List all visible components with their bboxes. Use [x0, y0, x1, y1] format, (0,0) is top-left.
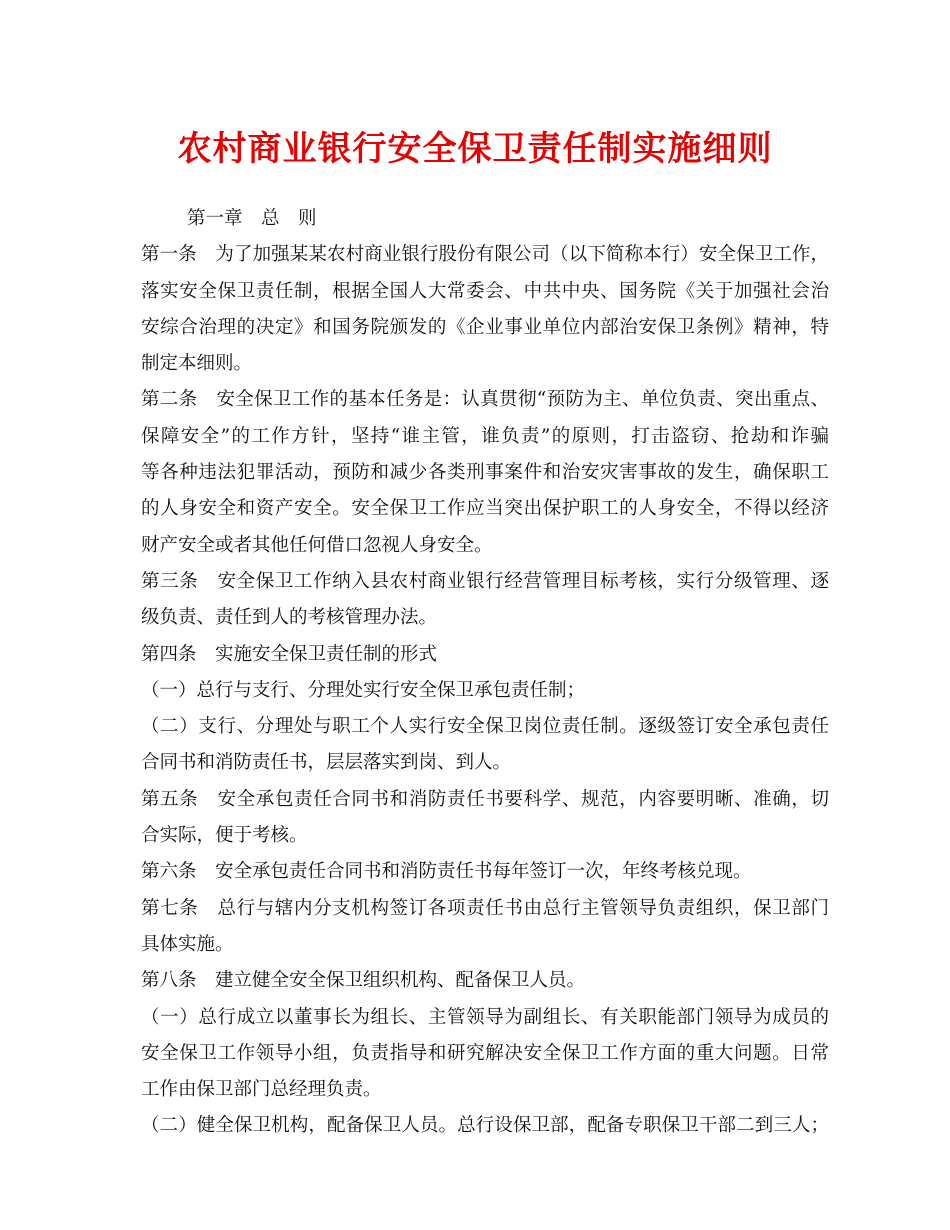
body-line: 安综合治理的决定》和国务院颁发的《企业事业单位内部治安保卫条例》精神，特 [141, 316, 829, 338]
body-line: （二）健全保卫机构，配备保卫人员。总行设保卫部，配备专职保卫干部二到三人； [141, 1115, 829, 1137]
body-line: 具体实施。 [141, 933, 234, 955]
body-line: 第二条 安全保卫工作的基本任务是：认真贯彻“预防为主、单位负责、突出重点、 [141, 389, 829, 411]
body-line: 第五条 安全承包责任合同书和消防责任书要科学、规范，内容要明晰、准确，切 [141, 788, 829, 810]
body-line: （二）支行、分理处与职工个人实行安全保卫岗位责任制。逐级签订安全承包责任 [141, 716, 829, 738]
body-line: 等各种违法犯罪活动，预防和减少各类刑事案件和治安灾害事故的发生，确保职工 [141, 462, 829, 484]
body-line: 制定本细则。 [141, 353, 253, 375]
body-line: 合同书和消防责任书，层层落实到岗、到人。 [141, 752, 512, 774]
body-line: 财产安全或者其他任何借口忽视人身安全。 [141, 534, 493, 556]
body-line: 合实际，便于考核。 [141, 825, 308, 847]
body-line: 的人身安全和资产安全。安全保卫工作应当突出保护职工的人身安全，不得以经济 [141, 498, 829, 520]
body-line: 第七条 总行与辖内分支机构签订各项责任书由总行主管领导负责组织，保卫部门 [141, 897, 829, 919]
body-line: 第八条 建立健全安全保卫组织机构、配备保卫人员。 [141, 970, 586, 992]
body-line: 落实安全保卫责任制，根据全国人大常委会、中共中央、国务院《关于加强社会治 [141, 280, 829, 302]
body-line: 第三条 安全保卫工作纳入县农村商业银行经营管理目标考核，实行分级管理、逐 [141, 570, 829, 592]
document-title: 农村商业银行安全保卫责任制实施细则 [177, 129, 773, 169]
body-line: 工作由保卫部门总经理负责。 [141, 1079, 382, 1101]
document-body [141, 201, 829, 1145]
body-line: 第一条 为了加强某某农村商业银行股份有限公司（以下简称本行）安全保卫工作， [141, 244, 829, 266]
body-line: 安全保卫工作领导小组，负责指导和研究解决安全保卫工作方面的重大问题。日常 [141, 1042, 829, 1064]
body-line: 第四条 实施安全保卫责任制的形式 [141, 643, 438, 665]
body-line: 级负责、责任到人的考核管理办法。 [141, 607, 438, 629]
body-line: 保障安全”的工作方针，坚持“谁主管，谁负责”的原则，打击盗窃、抢劫和诈骗 [141, 425, 829, 447]
body-line: （一）总行成立以董事长为组长、主管领导为副组长、有关职能部门领导为成员的 [141, 1006, 829, 1028]
body-line: （一）总行与支行、分理处实行安全保卫承包责任制； [141, 679, 586, 701]
body-line: 第六条 安全承包责任合同书和消防责任书每年签订一次，年终考核兑现。 [141, 861, 752, 883]
chapter-heading: 第一章 总 则 [187, 208, 317, 229]
